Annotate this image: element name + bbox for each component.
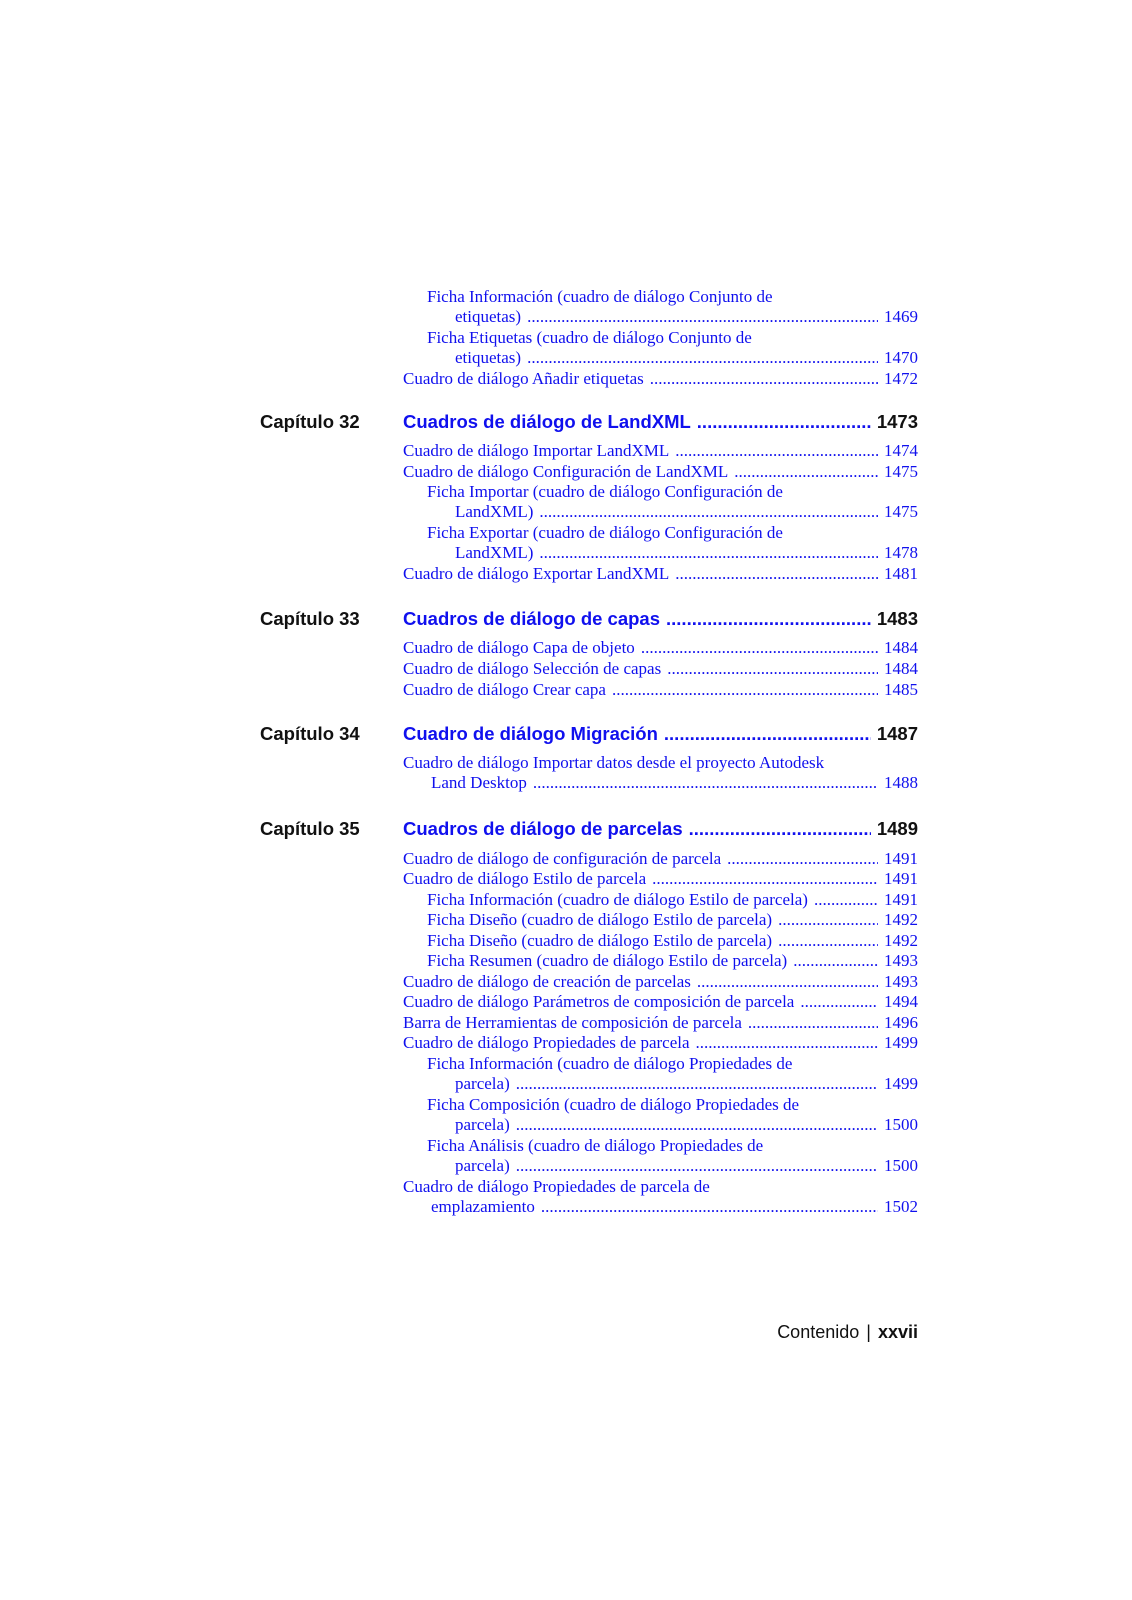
chapter-title-link[interactable] <box>403 608 918 630</box>
chapter-label: Capítulo 32 <box>260 411 360 432</box>
toc-entry-text: Cuadro de diálogo Crear capa <box>403 680 606 699</box>
footer-page-number: xxvii <box>877 1322 918 1342</box>
toc-entry-text: Ficha Exportar (cuadro de diálogo Configuración de <box>427 523 783 542</box>
page-number: 1470 <box>884 348 918 367</box>
dot-leader <box>516 1156 878 1176</box>
chapter-label: Capítulo 33 <box>260 608 360 629</box>
toc-entry-text: Ficha Información (cuadro de diálogo Conjunto de <box>427 287 773 306</box>
page-number: 1500 <box>884 1115 918 1134</box>
toc-entry-text-cont: LandXML) <box>455 502 534 521</box>
toc-entry-text: Ficha Importar (cuadro de diálogo Configuración de <box>427 482 783 501</box>
toc-entry-text: Cuadro de diálogo Exportar LandXML <box>403 564 670 583</box>
dot-leader <box>778 931 878 951</box>
page-number: 1475 <box>884 502 918 521</box>
page-number: 1474 <box>884 441 918 460</box>
chapter-title-link[interactable] <box>403 818 918 840</box>
toc-entry-text: Ficha Análisis (cuadro de diálogo Propiedades de <box>427 1136 764 1155</box>
toc-entry-text: Cuadro de diálogo Añadir etiquetas <box>403 369 644 388</box>
page-number: 1484 <box>884 638 918 657</box>
page-number: 1500 <box>884 1156 918 1175</box>
dot-leader <box>727 849 878 869</box>
dot-leader <box>800 992 878 1012</box>
page-number: 1493 <box>884 972 918 991</box>
toc-entry-text: Cuadro de diálogo Parámetros de composición de parcela <box>403 992 795 1011</box>
toc-entry-text: Ficha Etiquetas (cuadro de diálogo Conjunto de <box>427 328 752 347</box>
dot-leader <box>641 638 878 658</box>
dot-leader <box>666 608 871 630</box>
chapter-page-number: 1489 <box>876 818 918 839</box>
page-number: 1481 <box>884 564 918 583</box>
page-number: 1491 <box>884 869 918 888</box>
page-number: 1484 <box>884 659 918 678</box>
dot-leader <box>675 441 878 461</box>
toc-entry-text: Cuadro de diálogo Selección de capas <box>403 659 662 678</box>
chapter-title: Cuadro de diálogo Migración <box>403 723 658 744</box>
chapter-title: Cuadros de diálogo de parcelas <box>403 818 683 839</box>
toc-entry-text-cont: parcela) <box>455 1115 510 1134</box>
chapter-title: Cuadros de diálogo de LandXML <box>403 411 691 432</box>
dot-leader <box>696 1033 878 1053</box>
toc-entry-text-cont: parcela) <box>455 1156 510 1175</box>
toc-entry-text: Ficha Composición (cuadro de diálogo Propiedades de <box>427 1095 800 1114</box>
toc-entry-text-cont: emplazamiento <box>431 1197 535 1216</box>
page-number: 1472 <box>884 369 918 388</box>
toc-entry-text-cont: LandXML) <box>455 543 534 562</box>
page-number: 1492 <box>884 931 918 950</box>
dot-leader <box>689 818 871 840</box>
toc-entry-text: Cuadro de diálogo Propiedades de parcela de <box>403 1177 710 1196</box>
dot-leader <box>527 348 878 368</box>
dot-leader <box>612 680 878 700</box>
dot-leader <box>539 543 878 563</box>
toc-entry-text-cont: etiquetas) <box>455 307 522 326</box>
page-number: 1488 <box>884 773 918 792</box>
page-number: 1469 <box>884 307 918 326</box>
toc-entry-text: Barra de Herramientas de composición de parcela <box>403 1013 742 1032</box>
page-number: 1502 <box>884 1197 918 1216</box>
page-footer <box>777 1321 918 1343</box>
footer-separator: | <box>866 1322 871 1342</box>
page-number: 1491 <box>884 890 918 909</box>
chapter-title: Cuadros de diálogo de capas <box>403 608 661 629</box>
toc-entry-text: Cuadro de diálogo Configuración de LandXML <box>403 462 729 481</box>
dot-leader <box>527 307 878 327</box>
toc-entry-text: Cuadro de diálogo de creación de parcelas <box>403 972 691 991</box>
page-number: 1496 <box>884 1013 918 1032</box>
page-number: 1494 <box>884 992 918 1011</box>
dot-leader <box>541 1197 878 1217</box>
page-number: 1478 <box>884 543 918 562</box>
toc-entry-text: Cuadro de diálogo Importar LandXML <box>403 441 670 460</box>
chapter-label: Capítulo 35 <box>260 818 360 839</box>
toc-entry-text: Ficha Diseño (cuadro de diálogo Estilo de parcela) <box>427 910 773 929</box>
dot-leader <box>697 972 878 992</box>
toc-entry-text: Cuadro de diálogo de configuración de parcela <box>403 849 722 868</box>
chapter-title-link[interactable] <box>403 723 918 745</box>
toc-entry-text: Ficha Diseño (cuadro de diálogo Estilo de parcela) <box>427 931 773 950</box>
chapter-page-number: 1473 <box>876 411 918 432</box>
dot-leader <box>697 411 871 433</box>
footer-section-title: Contenido <box>777 1322 860 1342</box>
dot-leader <box>667 659 878 679</box>
chapter-title-link[interactable] <box>403 411 918 433</box>
dot-leader <box>664 723 871 745</box>
toc-entry-text: Ficha Información (cuadro de diálogo Propiedades de <box>427 1054 793 1073</box>
toc-entry-text-cont: etiquetas) <box>455 348 522 367</box>
toc-entry-text: Cuadro de diálogo Capa de objeto <box>403 638 635 657</box>
dot-leader <box>516 1115 878 1135</box>
page-number: 1491 <box>884 849 918 868</box>
dot-leader <box>533 773 878 793</box>
toc-entry-text: Cuadro de diálogo Importar datos desde el proyecto Autodesk <box>403 753 825 772</box>
dot-leader <box>778 910 878 930</box>
page-number: 1492 <box>884 910 918 929</box>
page-number: 1499 <box>884 1033 918 1052</box>
chapter-page-number: 1483 <box>876 608 918 629</box>
dot-leader <box>650 369 878 389</box>
dot-leader <box>814 890 878 910</box>
dot-leader <box>734 462 878 482</box>
dot-leader <box>539 502 878 522</box>
dot-leader <box>793 951 878 971</box>
toc-entry-text-cont: Land Desktop <box>431 773 527 792</box>
page-number: 1493 <box>884 951 918 970</box>
toc-entry-text: Cuadro de diálogo Estilo de parcela <box>403 869 647 888</box>
page-number: 1499 <box>884 1074 918 1093</box>
chapter-label: Capítulo 34 <box>260 723 360 744</box>
toc-entry-text: Ficha Resumen (cuadro de diálogo Estilo de parcela) <box>427 951 788 970</box>
dot-leader <box>748 1013 878 1033</box>
toc-entry-text: Ficha Información (cuadro de diálogo Estilo de parcela) <box>427 890 808 909</box>
toc-entry-text-cont: parcela) <box>455 1074 510 1093</box>
dot-leader <box>652 869 878 889</box>
page-number: 1475 <box>884 462 918 481</box>
chapter-page-number: 1487 <box>876 723 918 744</box>
dot-leader <box>516 1074 878 1094</box>
dot-leader <box>675 564 878 584</box>
toc-entry-text: Cuadro de diálogo Propiedades de parcela <box>403 1033 690 1052</box>
page-number: 1485 <box>884 680 918 699</box>
